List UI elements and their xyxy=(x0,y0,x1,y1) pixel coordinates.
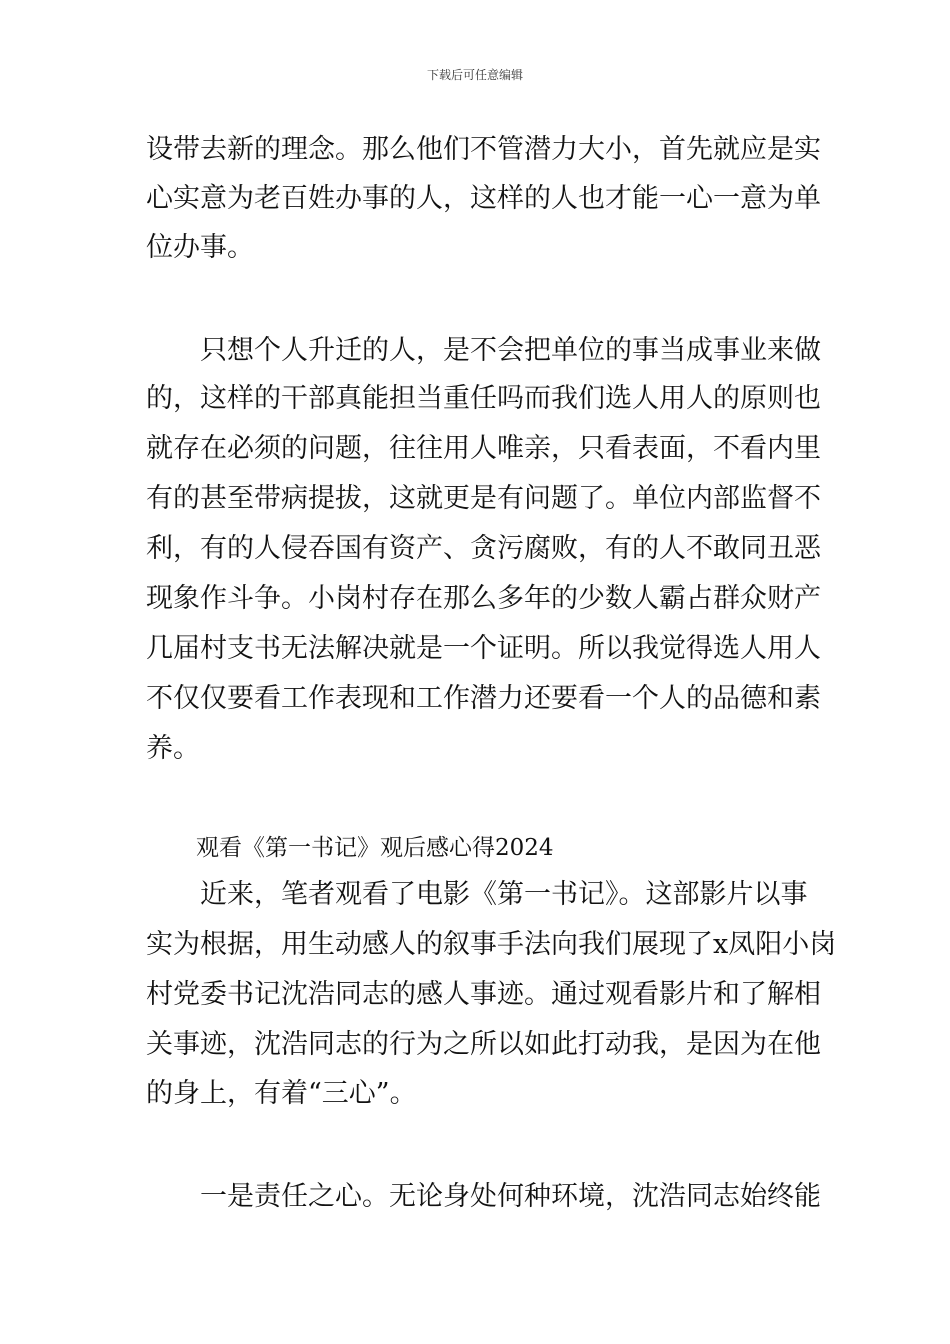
paragraph-line: 的身上，有着“三心”。 xyxy=(146,1078,417,1109)
paragraph-line: 心实意为老百姓办事的人，这样的人也才能一心一意为单 xyxy=(146,183,821,214)
paragraph-line: 只想个人升迁的人，是不会把单位的事当成事业来做 xyxy=(200,335,821,366)
paragraph-line: 利，有的人侵吞国有资产、贪污腐败，有的人不敢同丑恶 xyxy=(146,533,821,564)
paragraph-line: 一是责任之心。无论身处何种环境，沈浩同志始终能 xyxy=(200,1181,821,1212)
paragraph-line: 村党委书记沈浩同志的感人事迹。通过观看影片和了解相 xyxy=(146,979,821,1010)
paragraph-line: 现象作斗争。小岗村存在那么多年的少数人霸占群众财产 xyxy=(146,583,821,614)
paragraph-line: 养。 xyxy=(146,733,200,764)
paragraph-line: 的，这样的干部真能担当重任吗而我们选人用人的原则也 xyxy=(146,383,821,414)
article-title: 观看《第一书记》观后感心得2024 xyxy=(196,835,554,861)
paragraph-line: 关事迹，沈浩同志的行为之所以如此打动我，是因为在他 xyxy=(146,1029,821,1060)
paragraph-line: 设带去新的理念。那么他们不管潜力大小，首先就应是实 xyxy=(146,134,821,165)
paragraph-line: 几届村支书无法解决就是一个证明。所以我觉得选人用人 xyxy=(146,633,821,664)
paragraph-line: 位办事。 xyxy=(146,232,254,263)
paragraph-line: 实为根据，用生动感人的叙事手法向我们展现了x凤阳小岗 xyxy=(146,929,837,960)
paragraph-line: 近来，笔者观看了电影《第一书记》。这部影片以事 xyxy=(200,879,808,910)
paragraph-line: 就存在必须的问题，往往用人唯亲，只看表面，不看内里 xyxy=(146,433,821,464)
page-header: 下载后可任意编辑 xyxy=(426,68,523,82)
paragraph-line: 有的甚至带病提拔，这就更是有问题了。单位内部监督不 xyxy=(146,483,821,514)
paragraph-line: 不仅仅要看工作表现和工作潜力还要看一个人的品德和素 xyxy=(146,683,821,714)
